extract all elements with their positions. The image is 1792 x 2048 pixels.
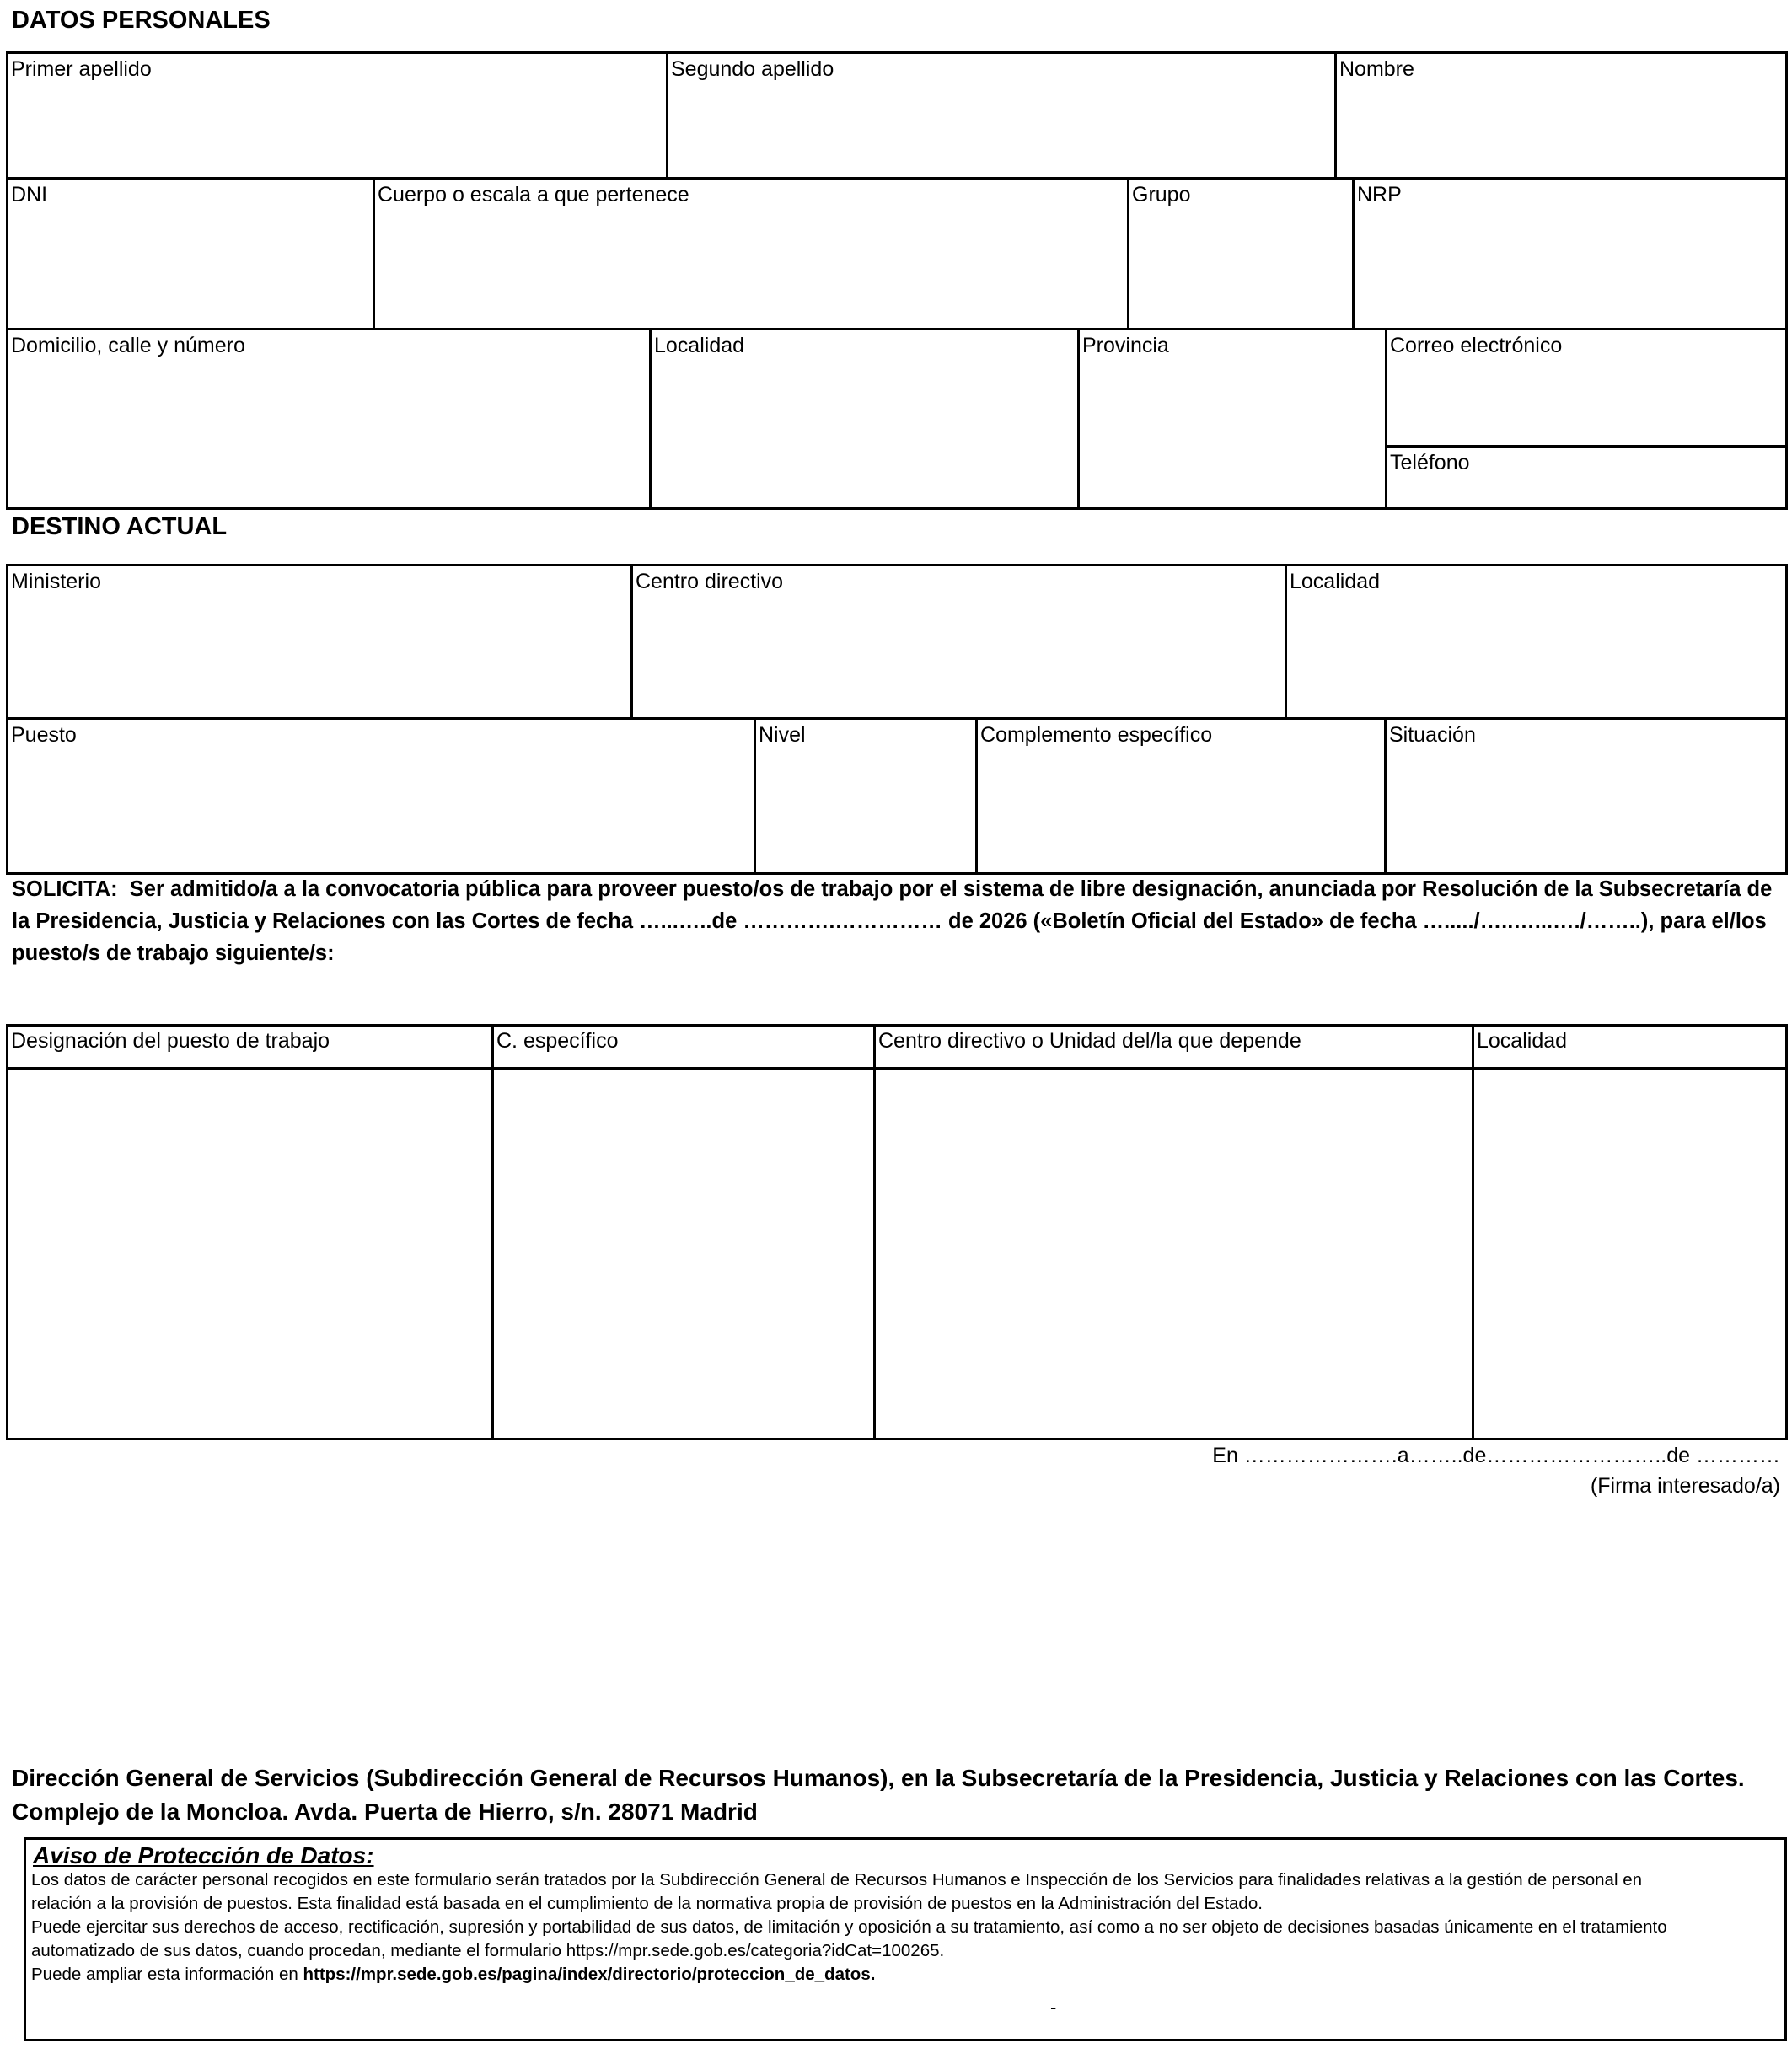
- domicilio-field[interactable]: [8, 330, 649, 507]
- telefono-label: Teléfono: [1390, 451, 1470, 474]
- footer-line-2: Complejo de la Moncloa. Avda. Puerta de Hierro, s/n. 28071 Madrid: [12, 1799, 758, 1825]
- provincia-field[interactable]: [1080, 330, 1385, 507]
- nivel-label: Nivel: [759, 723, 806, 747]
- aviso-link[interactable]: https://mpr.sede.gob.es/pagina/index/directorio/proteccion_de_datos.: [303, 1965, 876, 1984]
- designacion-input-area[interactable]: [8, 1070, 491, 1438]
- domicilio-label: Domicilio, calle y número: [11, 334, 245, 357]
- aviso-line-3: Puede ejercitar sus derechos de acceso, rectificación, supresión y portabilidad de sus datos, de limitación y oposición a su tratamiento, así como a no ser objeto de decisiones basadas únicamente en el tratamiento: [31, 1917, 1667, 1937]
- dni-field[interactable]: [8, 180, 373, 328]
- segundo-apellido-field[interactable]: [668, 54, 1334, 177]
- centro-directivo-input-area[interactable]: [876, 1070, 1472, 1438]
- nrp-label: NRP: [1357, 183, 1402, 206]
- correo-field[interactable]: [1387, 330, 1785, 445]
- provincia-label: Provincia: [1082, 334, 1169, 357]
- grupo-label: Grupo: [1132, 183, 1191, 206]
- nombre-field[interactable]: [1337, 54, 1785, 177]
- header-designacion: Designación del puesto de trabajo: [11, 1029, 330, 1053]
- header-localidad: Localidad: [1477, 1029, 1568, 1053]
- firma-area[interactable]: [1096, 1509, 1787, 1745]
- aviso-dash: -: [1050, 1997, 1057, 2018]
- localidad-field[interactable]: [652, 330, 1077, 507]
- section-title-destino-actual: DESTINO ACTUAL: [12, 513, 228, 540]
- aviso-line-5: [31, 1963, 1776, 1986]
- complemento-label: Complemento específico: [980, 723, 1213, 747]
- c-especifico-input-area[interactable]: [494, 1070, 873, 1438]
- segundo-apellido-label: Segundo apellido: [671, 57, 834, 81]
- localidad-input-area[interactable]: [1474, 1070, 1785, 1438]
- aviso-title: Aviso de Protección de Datos:: [33, 1842, 374, 1868]
- ministerio-label: Ministerio: [11, 570, 101, 593]
- telefono-field[interactable]: [1387, 448, 1785, 507]
- fecha-linea: En ………………….a……..de……………………..de …………: [1212, 1444, 1780, 1467]
- situacion-label: Situación: [1389, 723, 1476, 747]
- section-title-datos-personales: DATOS PERSONALES: [12, 7, 271, 34]
- firma-label: (Firma interesado/a): [1590, 1474, 1780, 1498]
- puesto-label: Puesto: [11, 723, 77, 747]
- aviso-proteccion-datos: [24, 1837, 1787, 2041]
- cuerpo-field[interactable]: [375, 180, 1127, 328]
- destino-localidad-label: Localidad: [1290, 570, 1381, 593]
- dni-label: DNI: [11, 183, 48, 206]
- aviso-line-4: automatizado de sus datos, cuando procedan, mediante el formulario https://mpr.sede.gob.es/categoria?idCat=100265.: [31, 1941, 945, 1960]
- aviso-body: [31, 1868, 1776, 1986]
- solicita-text: SOLICITA: Ser admitido/a a la convocatoria pública para proveer puesto/os de trabajo por el sistema de libre designación, anunciada por Resolución de la Subsecretaría de la Presidencia, Justicia y Relaciones con las Cortes de fecha …...…..de ………….…………… de 2026 («Boletín Oficial del Estado» de fecha …...../…..…...…./……..), para el/los puesto/s de trabajo siguiente/s:: [12, 877, 1779, 965]
- centro-directivo-label: Centro directivo: [636, 570, 784, 593]
- destino-localidad-field[interactable]: [1287, 566, 1785, 717]
- header-c-especifico: C. específico: [496, 1029, 619, 1053]
- aviso-line-1: Los datos de carácter personal recogidos en este formulario serán tratados por la Subdirección General de Recursos Humanos e Inspección de los Servicios para finalidades relativas a la gestión de personal en: [31, 1870, 1642, 1890]
- ministerio-field[interactable]: [8, 566, 630, 717]
- aviso-line-2: relación a la provisión de puestos. Esta finalidad está basada en el cumplimiento de la normativa propia de provisión de puestos en la Administración del Estado.: [31, 1894, 1263, 1913]
- nrp-field[interactable]: [1355, 180, 1785, 328]
- footer-line-1: Dirección General de Servicios (Subdirección General de Recursos Humanos), en la Subsecretaría de la Presidencia, Justicia y Relaciones con las Cortes.: [12, 1765, 1745, 1791]
- localidad-label: Localidad: [654, 334, 745, 357]
- nombre-label: Nombre: [1339, 57, 1414, 81]
- nivel-field[interactable]: [756, 720, 975, 872]
- solicita-paragraph: [12, 873, 1782, 969]
- situacion-field[interactable]: [1387, 720, 1785, 872]
- complemento-field[interactable]: [978, 720, 1384, 872]
- primer-apellido-label: Primer apellido: [11, 57, 152, 81]
- correo-label: Correo electrónico: [1390, 334, 1563, 357]
- grupo-field[interactable]: [1129, 180, 1352, 328]
- aviso-line-5-prefix: Puede ampliar esta información en: [31, 1965, 303, 1984]
- primer-apellido-field[interactable]: [8, 54, 666, 177]
- header-centro-directivo: Centro directivo o Unidad del/la que depende: [878, 1029, 1301, 1053]
- centro-directivo-field[interactable]: [633, 566, 1285, 717]
- puesto-field[interactable]: [8, 720, 754, 872]
- cuerpo-label: Cuerpo o escala a que pertenece: [378, 183, 689, 206]
